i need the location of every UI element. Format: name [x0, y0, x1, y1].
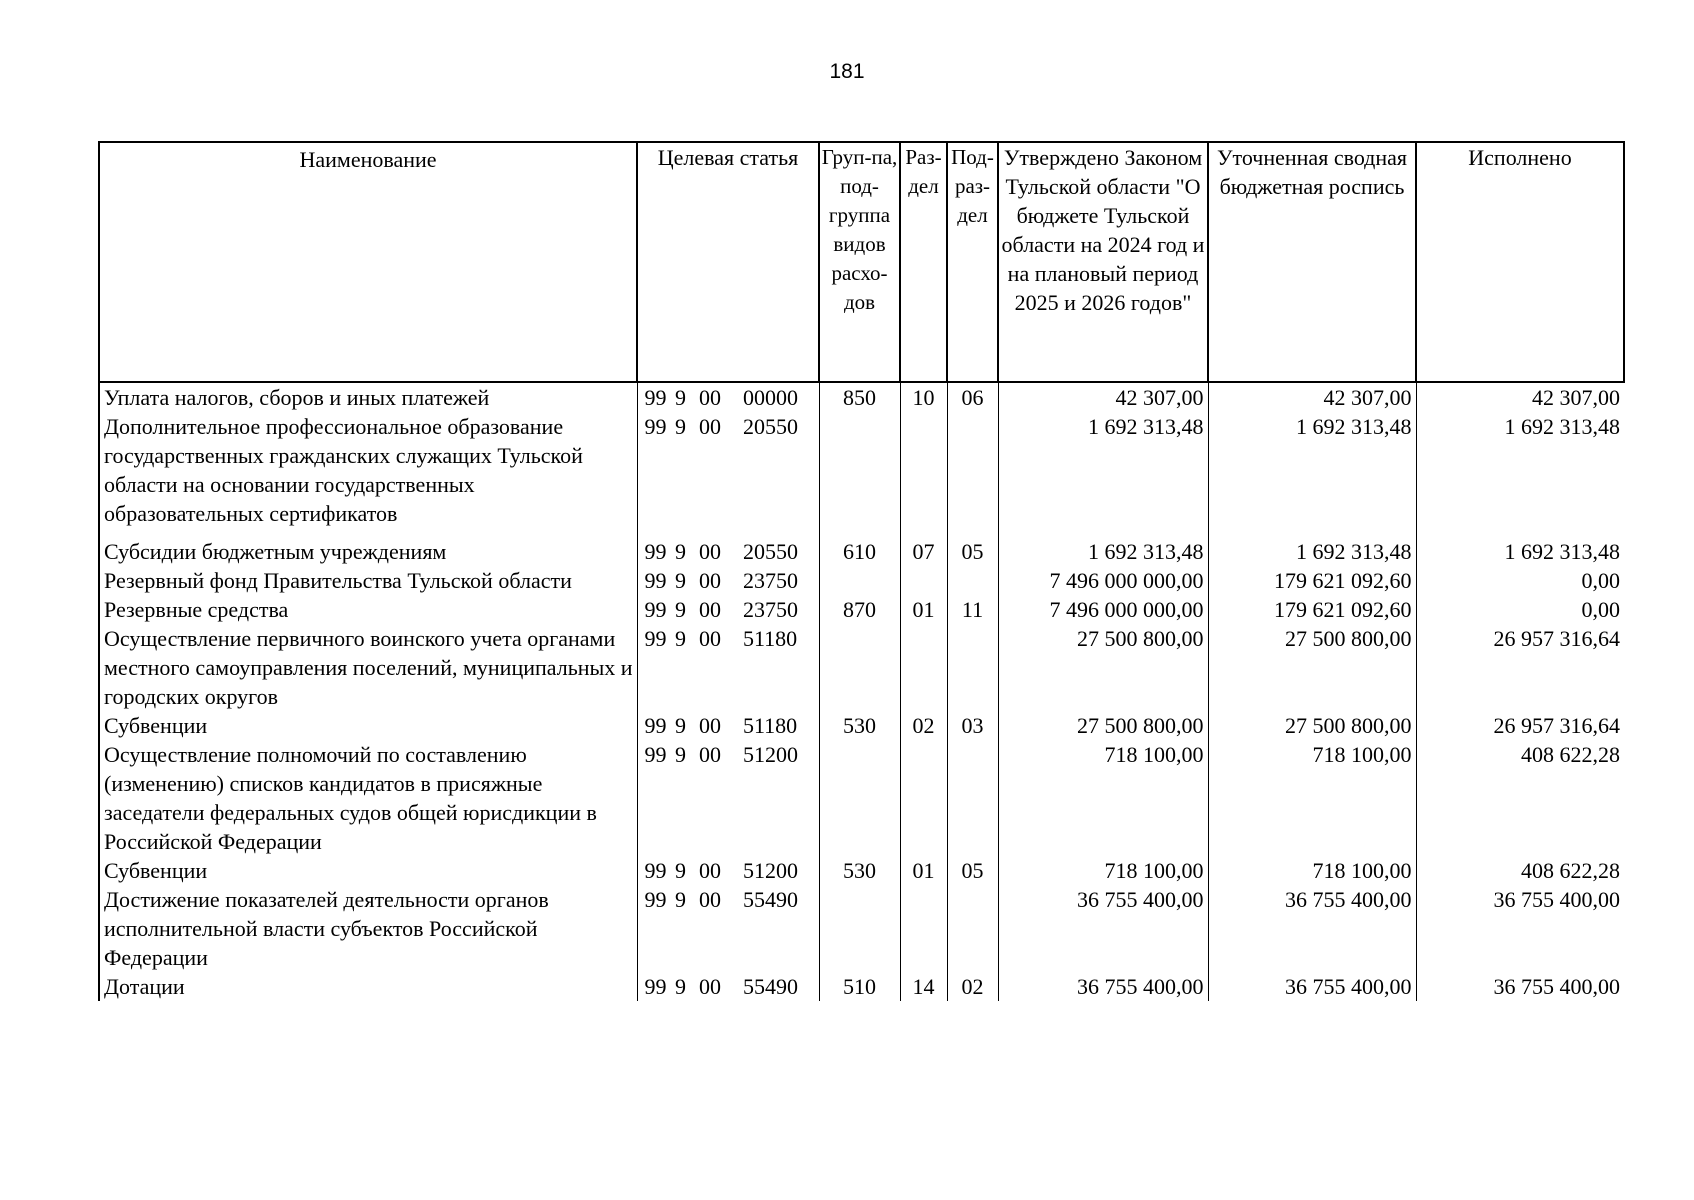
target-code-part-4: 55490: [743, 974, 798, 999]
row-refined: 179 621 092,60: [1208, 566, 1416, 595]
target-code-part-4: 51200: [743, 742, 798, 767]
row-section: 02: [900, 711, 947, 740]
row-expense-group: [819, 740, 900, 856]
row-section: [900, 566, 947, 595]
target-code-part-1: 99: [637, 537, 673, 566]
row-executed: 408 622,28: [1416, 740, 1624, 856]
target-code-part-1: 99: [637, 972, 673, 1001]
target-code-part-1: 99: [637, 382, 673, 412]
row-subsection: [947, 566, 998, 595]
row-approved: 718 100,00: [998, 856, 1208, 885]
target-code-part-1: 99: [637, 412, 673, 537]
row-expense-group: [819, 885, 900, 972]
header-refined: Уточненная сводная бюджетная роспись: [1208, 142, 1416, 382]
target-code-part-1: 99: [637, 885, 673, 972]
table-row: [99, 382, 1624, 412]
row-section: 01: [900, 595, 947, 624]
row-subsection: 02: [947, 972, 998, 1001]
target-code-part-1: 99: [637, 856, 673, 885]
target-code-part-4: 51200: [743, 858, 798, 883]
target-code-part-2: 9: [675, 626, 686, 651]
row-refined: 42 307,00: [1208, 382, 1416, 412]
target-code-part-2: 9: [673, 382, 697, 412]
row-executed: 26 957 316,64: [1416, 624, 1624, 711]
table-row: [99, 566, 1624, 595]
row-subsection: 06: [947, 382, 998, 412]
target-code-part-2: 9: [675, 568, 686, 593]
row-approved: 42 307,00: [998, 382, 1208, 412]
row-subsection: 05: [947, 856, 998, 885]
row-refined: 1 692 313,48: [1208, 412, 1416, 537]
header-approved: Утверждено Законом Тульской области "О бюджете Тульской области на 2024 год и на плановый период 2025 и 2026 годов": [998, 142, 1208, 382]
table-row: [99, 711, 1624, 740]
row-executed: 1 692 313,48: [1416, 537, 1624, 566]
row-approved: 1 692 313,48: [998, 537, 1208, 566]
row-approved: 7 496 000 000,00: [998, 595, 1208, 624]
target-code-part-4: 55490: [743, 887, 798, 912]
target-code-part-4: 51180: [743, 713, 798, 738]
table-row: [99, 537, 1624, 566]
target-code-part-3: 00: [699, 626, 721, 651]
target-code-part-1: 99: [637, 711, 673, 740]
row-approved: 27 500 800,00: [998, 624, 1208, 711]
row-approved: 27 500 800,00: [998, 711, 1208, 740]
target-code-part-3: 00: [699, 742, 721, 767]
target-code-part-1: 99: [637, 740, 673, 856]
row-approved: 36 755 400,00: [998, 972, 1208, 1001]
target-code-part-3: 00: [699, 974, 721, 999]
row-executed: 0,00: [1416, 566, 1624, 595]
row-refined: 718 100,00: [1208, 856, 1416, 885]
target-code-part-2: 9: [675, 742, 686, 767]
target-code-part-2: 9: [675, 597, 686, 622]
table-row: [99, 740, 1624, 856]
row-subsection: [947, 740, 998, 856]
row-section: 10: [900, 382, 947, 412]
target-code-part-3: 00: [699, 539, 721, 564]
target-code-part-4: 23750: [743, 597, 798, 622]
target-code-part-4: 20550: [743, 414, 798, 439]
target-code-part-3: 00: [699, 887, 721, 912]
budget-table: [98, 141, 1625, 1001]
header-target-article: Целевая статья: [637, 142, 819, 382]
row-section: 01: [900, 856, 947, 885]
row-approved: 718 100,00: [998, 740, 1208, 856]
target-code-part-2: 9: [675, 713, 686, 738]
target-code-part-1: 99: [637, 566, 673, 595]
row-subsection: 03: [947, 711, 998, 740]
row-subsection: [947, 412, 998, 537]
target-code-part-3: 00: [699, 858, 721, 883]
target-code-part-2: 9: [675, 858, 686, 883]
page-number: 181: [829, 60, 865, 83]
row-executed: 26 957 316,64: [1416, 711, 1624, 740]
target-code-part-3: 00: [699, 713, 721, 738]
row-section: 07: [900, 537, 947, 566]
row-name: Осуществление полномочий по составлению (изменению) списков кандидатов в присяжные заседатели федеральных судов общей юрисдикции в Российской Федерации: [99, 740, 637, 856]
target-code-part-2: 9: [675, 974, 686, 999]
target-code-part-3: 00: [697, 382, 741, 412]
row-name: Субсидии бюджетным учреждениям: [99, 537, 637, 566]
row-approved: 7 496 000 000,00: [998, 566, 1208, 595]
table-row: [99, 624, 1624, 711]
row-expense-group: 530: [819, 856, 900, 885]
target-code-part-2: 9: [675, 414, 686, 439]
row-section: 14: [900, 972, 947, 1001]
row-subsection: [947, 624, 998, 711]
row-subsection: 11: [947, 595, 998, 624]
row-section: [900, 412, 947, 537]
row-refined: 27 500 800,00: [1208, 711, 1416, 740]
row-name: Субвенции: [99, 856, 637, 885]
target-code-part-2: 9: [675, 539, 686, 564]
target-code-part-2: 9: [675, 887, 686, 912]
row-name: Уплата налогов, сборов и иных платежей: [99, 382, 637, 412]
row-name: Осуществление первичного воинского учета органами местного самоуправления поселений, муниципальных и городских округов: [99, 624, 637, 711]
header-expense-group: Груп-па, под-группа видов расхо-дов: [819, 142, 900, 382]
row-expense-group: 510: [819, 972, 900, 1001]
header-executed: Исполнено: [1416, 142, 1624, 382]
header-name: Наименование: [99, 142, 637, 382]
table-row: [99, 595, 1624, 624]
row-name: Субвенции: [99, 711, 637, 740]
row-expense-group: [819, 412, 900, 537]
row-name: Достижение показателей деятельности органов исполнительной власти субъектов Российской Федерации: [99, 885, 637, 972]
row-expense-group: 870: [819, 595, 900, 624]
table-body: [99, 382, 1624, 1001]
target-code-part-3: 00: [699, 568, 721, 593]
row-executed: 42 307,00: [1416, 382, 1624, 412]
row-executed: 1 692 313,48: [1416, 412, 1624, 537]
row-name: Дотации: [99, 972, 637, 1001]
row-refined: 36 755 400,00: [1208, 885, 1416, 972]
row-refined: 36 755 400,00: [1208, 972, 1416, 1001]
row-refined: 1 692 313,48: [1208, 537, 1416, 566]
row-name: Резервный фонд Правительства Тульской области: [99, 566, 637, 595]
row-expense-group: [819, 624, 900, 711]
row-refined: 27 500 800,00: [1208, 624, 1416, 711]
row-subsection: 05: [947, 537, 998, 566]
table-row: [99, 412, 1624, 537]
table-row: [99, 972, 1624, 1001]
target-code-part-1: 99: [637, 624, 673, 711]
row-section: [900, 885, 947, 972]
table-row: [99, 856, 1624, 885]
target-code-part-1: 99: [637, 595, 673, 624]
table-header: [99, 142, 1624, 382]
target-code-part-4: 00000: [741, 382, 819, 412]
target-code-part-3: 00: [699, 414, 721, 439]
row-section: [900, 740, 947, 856]
row-section: [900, 624, 947, 711]
target-code-part-4: 51180: [743, 626, 798, 651]
row-executed: 0,00: [1416, 595, 1624, 624]
row-expense-group: [819, 566, 900, 595]
target-code-part-3: 00: [699, 597, 721, 622]
row-expense-group: 530: [819, 711, 900, 740]
row-subsection: [947, 885, 998, 972]
row-name: Резервные средства: [99, 595, 637, 624]
row-executed: 408 622,28: [1416, 856, 1624, 885]
row-expense-group: 850: [819, 382, 900, 412]
header-subsection: Под-раз-дел: [947, 142, 998, 382]
row-refined: 718 100,00: [1208, 740, 1416, 856]
row-approved: 36 755 400,00: [998, 885, 1208, 972]
target-code-part-4: 23750: [743, 568, 798, 593]
table-row: [99, 885, 1624, 972]
row-refined: 179 621 092,60: [1208, 595, 1416, 624]
row-expense-group: 610: [819, 537, 900, 566]
header-section: Раз-дел: [900, 142, 947, 382]
target-code-part-4: 20550: [743, 539, 798, 564]
row-approved: 1 692 313,48: [998, 412, 1208, 537]
row-executed: 36 755 400,00: [1416, 885, 1624, 972]
row-name: Дополнительное профессиональное образование государственных гражданских служащих Тульской области на основании государственных образовательных сертификатов: [99, 412, 637, 537]
row-executed: 36 755 400,00: [1416, 972, 1624, 1001]
